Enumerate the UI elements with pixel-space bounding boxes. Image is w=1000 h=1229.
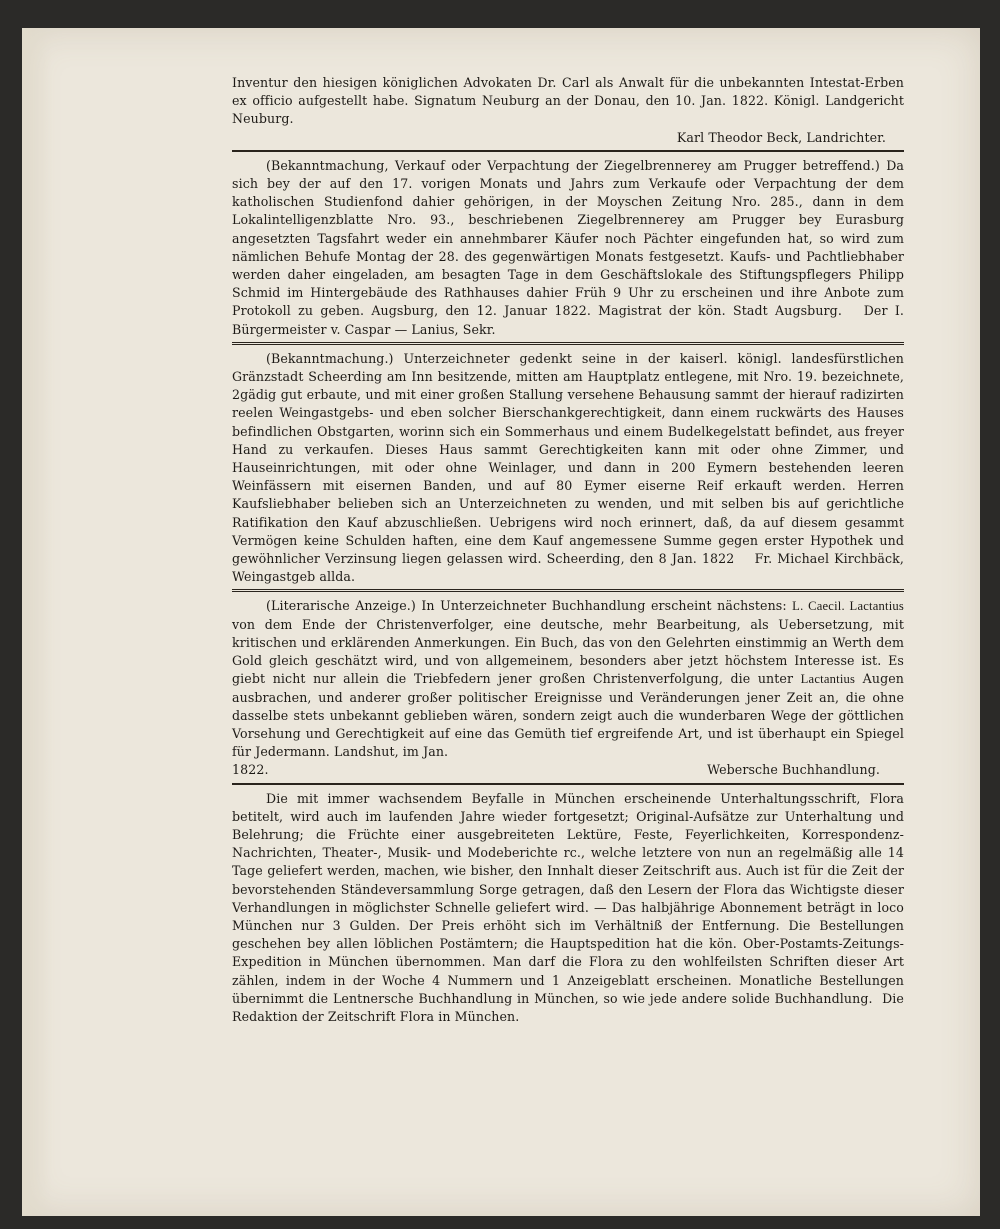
notice-date: 1822. xyxy=(232,762,269,778)
notice-continuation xyxy=(232,74,904,147)
newspaper-page xyxy=(22,28,980,1216)
notice-intro: (Literarische Anzeige.) In Unterzeichneter Buchhandlung erscheint nächstens: xyxy=(266,598,787,614)
divider-rule xyxy=(232,150,904,152)
notice-text xyxy=(232,157,904,339)
notice-text xyxy=(232,350,904,587)
notice-closing: Webersche Buchhandlung. xyxy=(707,762,880,778)
notice-column xyxy=(232,74,904,1026)
notice-body-continued: Augen ausbrachen, und anderer großer politischer Ereignisse und Veränderungen jener Zeit an, die ohne dasselbe stets unbekannt geblieben wären, sondern zeigt auch die wunderbaren Wege der göttlichen Vorsehung und Gerechtigkeit auf eine das Gemüth tief ergreifende Art, und ist überhaupt ein Spiegel für Jedermann. Landshut, im Jan. xyxy=(232,671,905,760)
notice-body: (Bekanntmachung, Verkauf oder Verpachtung der Ziegelbrennerey am Prugger betreffend.) Da sich bey der auf den 17. vorigen Monats und Jahrs zum Verkaufe oder Verpachtung der dem katholischen Studienfond dahier gehörigen, in der Moyschen Zeitung Nro. 285., dann in dem Lokalintelligenzblatte Nro. 93., beschriebenen Ziegelbrennerey am Prugger bey Eurasburg angesetzten Tagsfahrt weder ein annehmbarer Käufer noch Pächter eingefunden hat, so wird zum nämlichen Behufe Montag der 28. des gegenwärtigen Monats festgesetzt. Kaufs- und Pachtliebhaber werden daher eingeladen, am besagten Tage in dem Geschäftslokale des Stiftungspflegers Philipp Schmid im Hintergebäude des Rathhauses dahier Früh 9 Uhr zu erscheinen und ihre Anbote zum Protokoll zu geben. Augsburg, den 12. Januar 1822. Magistrat der kön. Stadt Augsburg. xyxy=(232,157,904,319)
notice-text xyxy=(232,597,904,761)
notice-closing-line xyxy=(232,761,904,779)
notice-signer: Karl Theodor Beck, Landrichter. xyxy=(676,129,886,145)
notice-literarisch xyxy=(232,597,904,779)
notice-text xyxy=(232,790,904,1027)
notice-scheerding xyxy=(232,350,904,587)
divider-rule xyxy=(232,342,904,345)
notice-body: von dem Ende der Christenverfolger, eine deutsche, mehr Bearbeitung, als Uebersetzung, mit kritischen und erklärenden Anmerkungen. Ein Buch, das von den Gelehrten einstimmig an Werth dem Gold gleich geschätzt wird, und von allgemeinem, besonders aber jetzt höchstem Interesse ist. Es giebt nicht nur allein die Triebfedern jener großen Christenverfolgung, die unter xyxy=(232,616,904,687)
book-author: L. Caecil. Lactantius xyxy=(792,599,905,614)
notice-text: Inventur den hiesigen königlichen Advokaten Dr. Carl als Anwalt für die unbekannten Intestat-Erben ex officio aufgestellt habe. Signatum Neuburg an der Donau, den 10. Jan. 1822. Königl. Landgericht Neuburg. xyxy=(232,75,904,127)
notice-body: (Bekanntmachung.) Unterzeichneter gedenkt seine in der kaiserl. königl. landesfürstlichen Gränzstadt Scheerding am Inn besitzende, mitten am Hauptplatz entlegene, mit Nro. 19. bezeichnete, 2gädig gut erbaute, und mit einer großen Stallung versehene Behausung sammt der hierauf radizirten reelen Weingastgebs- und eben solcher Bierschankgerechtigkeit, dann einem ruckwärts des Hauses befindlichen Obstgarten, worinn sich ein Sommerhaus und einem Budelkegelstatt befindet, aus freyer Hand zu verkaufen. Dieses Haus sammt Gerechtigkeiten kann mit oder ohne Zimmer, und Hauseinrichtungen, mit oder ohne Weinlager, und dann in 200 Eymern bestehenden leeren Weinfässern mit eisernen Banden, und auf 80 Eymer eiserne Reif erkauft werden. Herren Kaufsliebhaber belieben sich an Unterzeichneten zu wenden, und mit selben bis auf gerichtliche Ratifikation den Kauf abzuschließen. Uebrigens wird noch erinnert, daß, da auf diesem gesammt Vermögen keine Schulden haften, eine dem Kauf angemessene Summe gegen erster Hypothek und gewöhnlicher Verzinsung liegen gelassen wird. Scheerding, den 8 Jan. 1822 xyxy=(232,350,904,567)
notice-flora xyxy=(232,790,904,1027)
notice-body: Die mit immer wachsendem Beyfalle in München erscheinende Unterhaltungsschrift, Flora betitelt, wird auch im laufenden Jahre wieder fortgesetzt; Original-Aufsätze zur Unterhaltung und Belehrung; die Früchte einer ausgebreiteten Lektüre, Feste, Feyerlichkeiten, Korrespondenz-Nachrichten, Theater-, Musik- und Modeberichte rc., welche letztere von nun an regelmäßig alle 14 Tage geliefert werden, machen, wie bisher, den Innhalt dieser Zeitschrift aus. Auch ist für die Zeit der bevorstehenden Ständeversammlung Sorge getragen, daß den Lesern der Flora das Wichtigste dieser Verhandlungen in möglichster Schnelle geliefert wird. — Das halbjährige Abonnement beträgt in loco München nur 3 Gulden. Der Preis erhöht sich im Verhältniß der Entfernung. Die Bestellungen geschehen bey allen löblichen Postämtern; die Hauptspedition hat die kön. Ober-Postamts-Zeitungs-Expedition in München übernommen. Man darf die Flora zu den wohlfeilsten Schriften dieser Art zählen, indem in der Woche 4 Nummern und 1 Anzeigeblatt erscheinen. Monatliche Bestellungen übernimmt die Lentnersche Buchhandlung in München, so wie jede andere solide Buchhandlung. xyxy=(232,790,904,1006)
book-author-inline: Lactantius xyxy=(800,672,856,687)
notice-ziegelbrennerey xyxy=(232,157,904,339)
notice-closing: Der I. Bürgermeister v. Caspar — Lanius, Sekr. xyxy=(232,303,904,337)
divider-rule xyxy=(232,783,904,785)
divider-rule xyxy=(232,589,904,592)
notice-closing: Die Redaktion der Zeitschrift Flora in München. xyxy=(232,990,904,1024)
notice-closing: Fr. Michael Kirchbäck, Weingastgeb allda. xyxy=(232,551,904,585)
